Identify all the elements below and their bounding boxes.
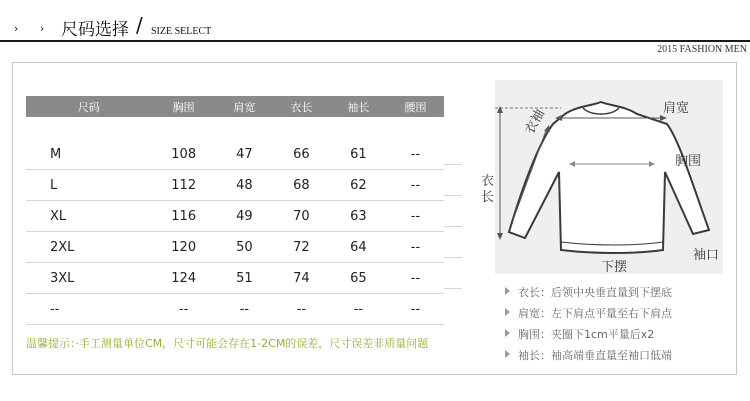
- table-row: [26, 170, 444, 201]
- legend-text: 衣长：后领中央垂直量到下摆底: [518, 286, 672, 299]
- legend-item: [503, 326, 733, 347]
- size-table: [26, 96, 444, 325]
- legend-item: [503, 347, 733, 368]
- table-cell: 65: [330, 263, 387, 294]
- legend-item: [503, 284, 733, 305]
- table-cell: 61: [330, 139, 387, 170]
- column-header: 腰围: [387, 96, 444, 117]
- measurement-diagram: [481, 80, 723, 275]
- table-row: [26, 263, 444, 294]
- table-cell: L: [26, 170, 152, 201]
- measurement-tip: 温馨提示：·手工测量单位CM，尺寸可能会存在1-2CM的误差，尺寸误差非质量问题: [26, 337, 429, 350]
- table-cell: 112: [152, 170, 216, 201]
- table-cell: 70: [273, 201, 330, 232]
- table-cell: 47: [216, 139, 273, 170]
- table-cell: --: [26, 294, 152, 325]
- table-cell: --: [387, 139, 444, 170]
- table-cell: M: [26, 139, 152, 170]
- column-header: 尺码: [26, 96, 152, 117]
- table-cell: --: [387, 232, 444, 263]
- table-cell: 49: [216, 201, 273, 232]
- chest-label: 胸围: [675, 154, 702, 169]
- table-cell: 51: [216, 263, 273, 294]
- table-cell: 66: [273, 139, 330, 170]
- chevron-right-icon: › › ›: [14, 22, 80, 35]
- bullet-triangle-icon: [505, 350, 510, 358]
- table-cell: --: [152, 294, 216, 325]
- table-header-row: [26, 96, 444, 117]
- legend-text: 袖长：袖高端垂直量至袖口低端: [518, 349, 672, 362]
- bullet-triangle-icon: [505, 287, 510, 295]
- cuff-label: 袖口: [693, 248, 720, 263]
- table-cell: 3XL: [26, 263, 152, 294]
- table-cell: 62: [330, 170, 387, 201]
- column-header: 肩宽: [216, 96, 273, 117]
- page-header: [0, 0, 750, 42]
- table-cell: 116: [152, 201, 216, 232]
- table-cell: 108: [152, 139, 216, 170]
- table-cell: 48: [216, 170, 273, 201]
- column-header: 袖长: [330, 96, 387, 117]
- hem-label: 下摆: [601, 260, 628, 275]
- table-cell: --: [216, 294, 273, 325]
- brand-label: 2015 FASHION MEN: [657, 44, 747, 55]
- row-divider: [444, 195, 462, 196]
- bullet-triangle-icon: [505, 308, 510, 316]
- table-cell: XL: [26, 201, 152, 232]
- table-cell: 68: [273, 170, 330, 201]
- length-label: 衣长: [481, 174, 495, 205]
- table-cell: --: [330, 294, 387, 325]
- table-cell: --: [387, 294, 444, 325]
- shoulder-width-label: 肩宽: [663, 101, 690, 116]
- table-cell: 124: [152, 263, 216, 294]
- table-row: [26, 232, 444, 263]
- table-cell: 63: [330, 201, 387, 232]
- table-cell: 72: [273, 232, 330, 263]
- header-divider: [0, 40, 750, 42]
- table-cell: 120: [152, 232, 216, 263]
- table-cell: 50: [216, 232, 273, 263]
- table-cell: 74: [273, 263, 330, 294]
- title-separator: /: [136, 13, 143, 37]
- table-row: [26, 294, 444, 325]
- row-divider: [444, 288, 462, 289]
- legend-text: 肩宽：左下肩点平量至右下肩点: [518, 307, 672, 320]
- legend-text: 胸围：夹圈下1cm平量后x2: [518, 328, 655, 341]
- table-cell: 64: [330, 232, 387, 263]
- table-cell: --: [387, 170, 444, 201]
- row-divider: [444, 257, 462, 258]
- row-divider: [444, 226, 462, 227]
- table-cell: --: [387, 201, 444, 232]
- table-row: [26, 139, 444, 170]
- row-divider: [444, 164, 462, 165]
- legend-item: [503, 305, 733, 326]
- section-title: 尺码选择: [61, 20, 129, 40]
- column-header: 胸围: [152, 96, 216, 117]
- table-cell: --: [387, 263, 444, 294]
- sleeve-label: 衣袖: [522, 106, 548, 137]
- bullet-triangle-icon: [505, 329, 510, 337]
- column-header: 衣长: [273, 96, 330, 117]
- table-cell: --: [273, 294, 330, 325]
- measurement-legend: [503, 284, 733, 368]
- table-row: [26, 201, 444, 232]
- section-subtitle: SIZE SELECT: [151, 26, 212, 37]
- table-cell: 2XL: [26, 232, 152, 263]
